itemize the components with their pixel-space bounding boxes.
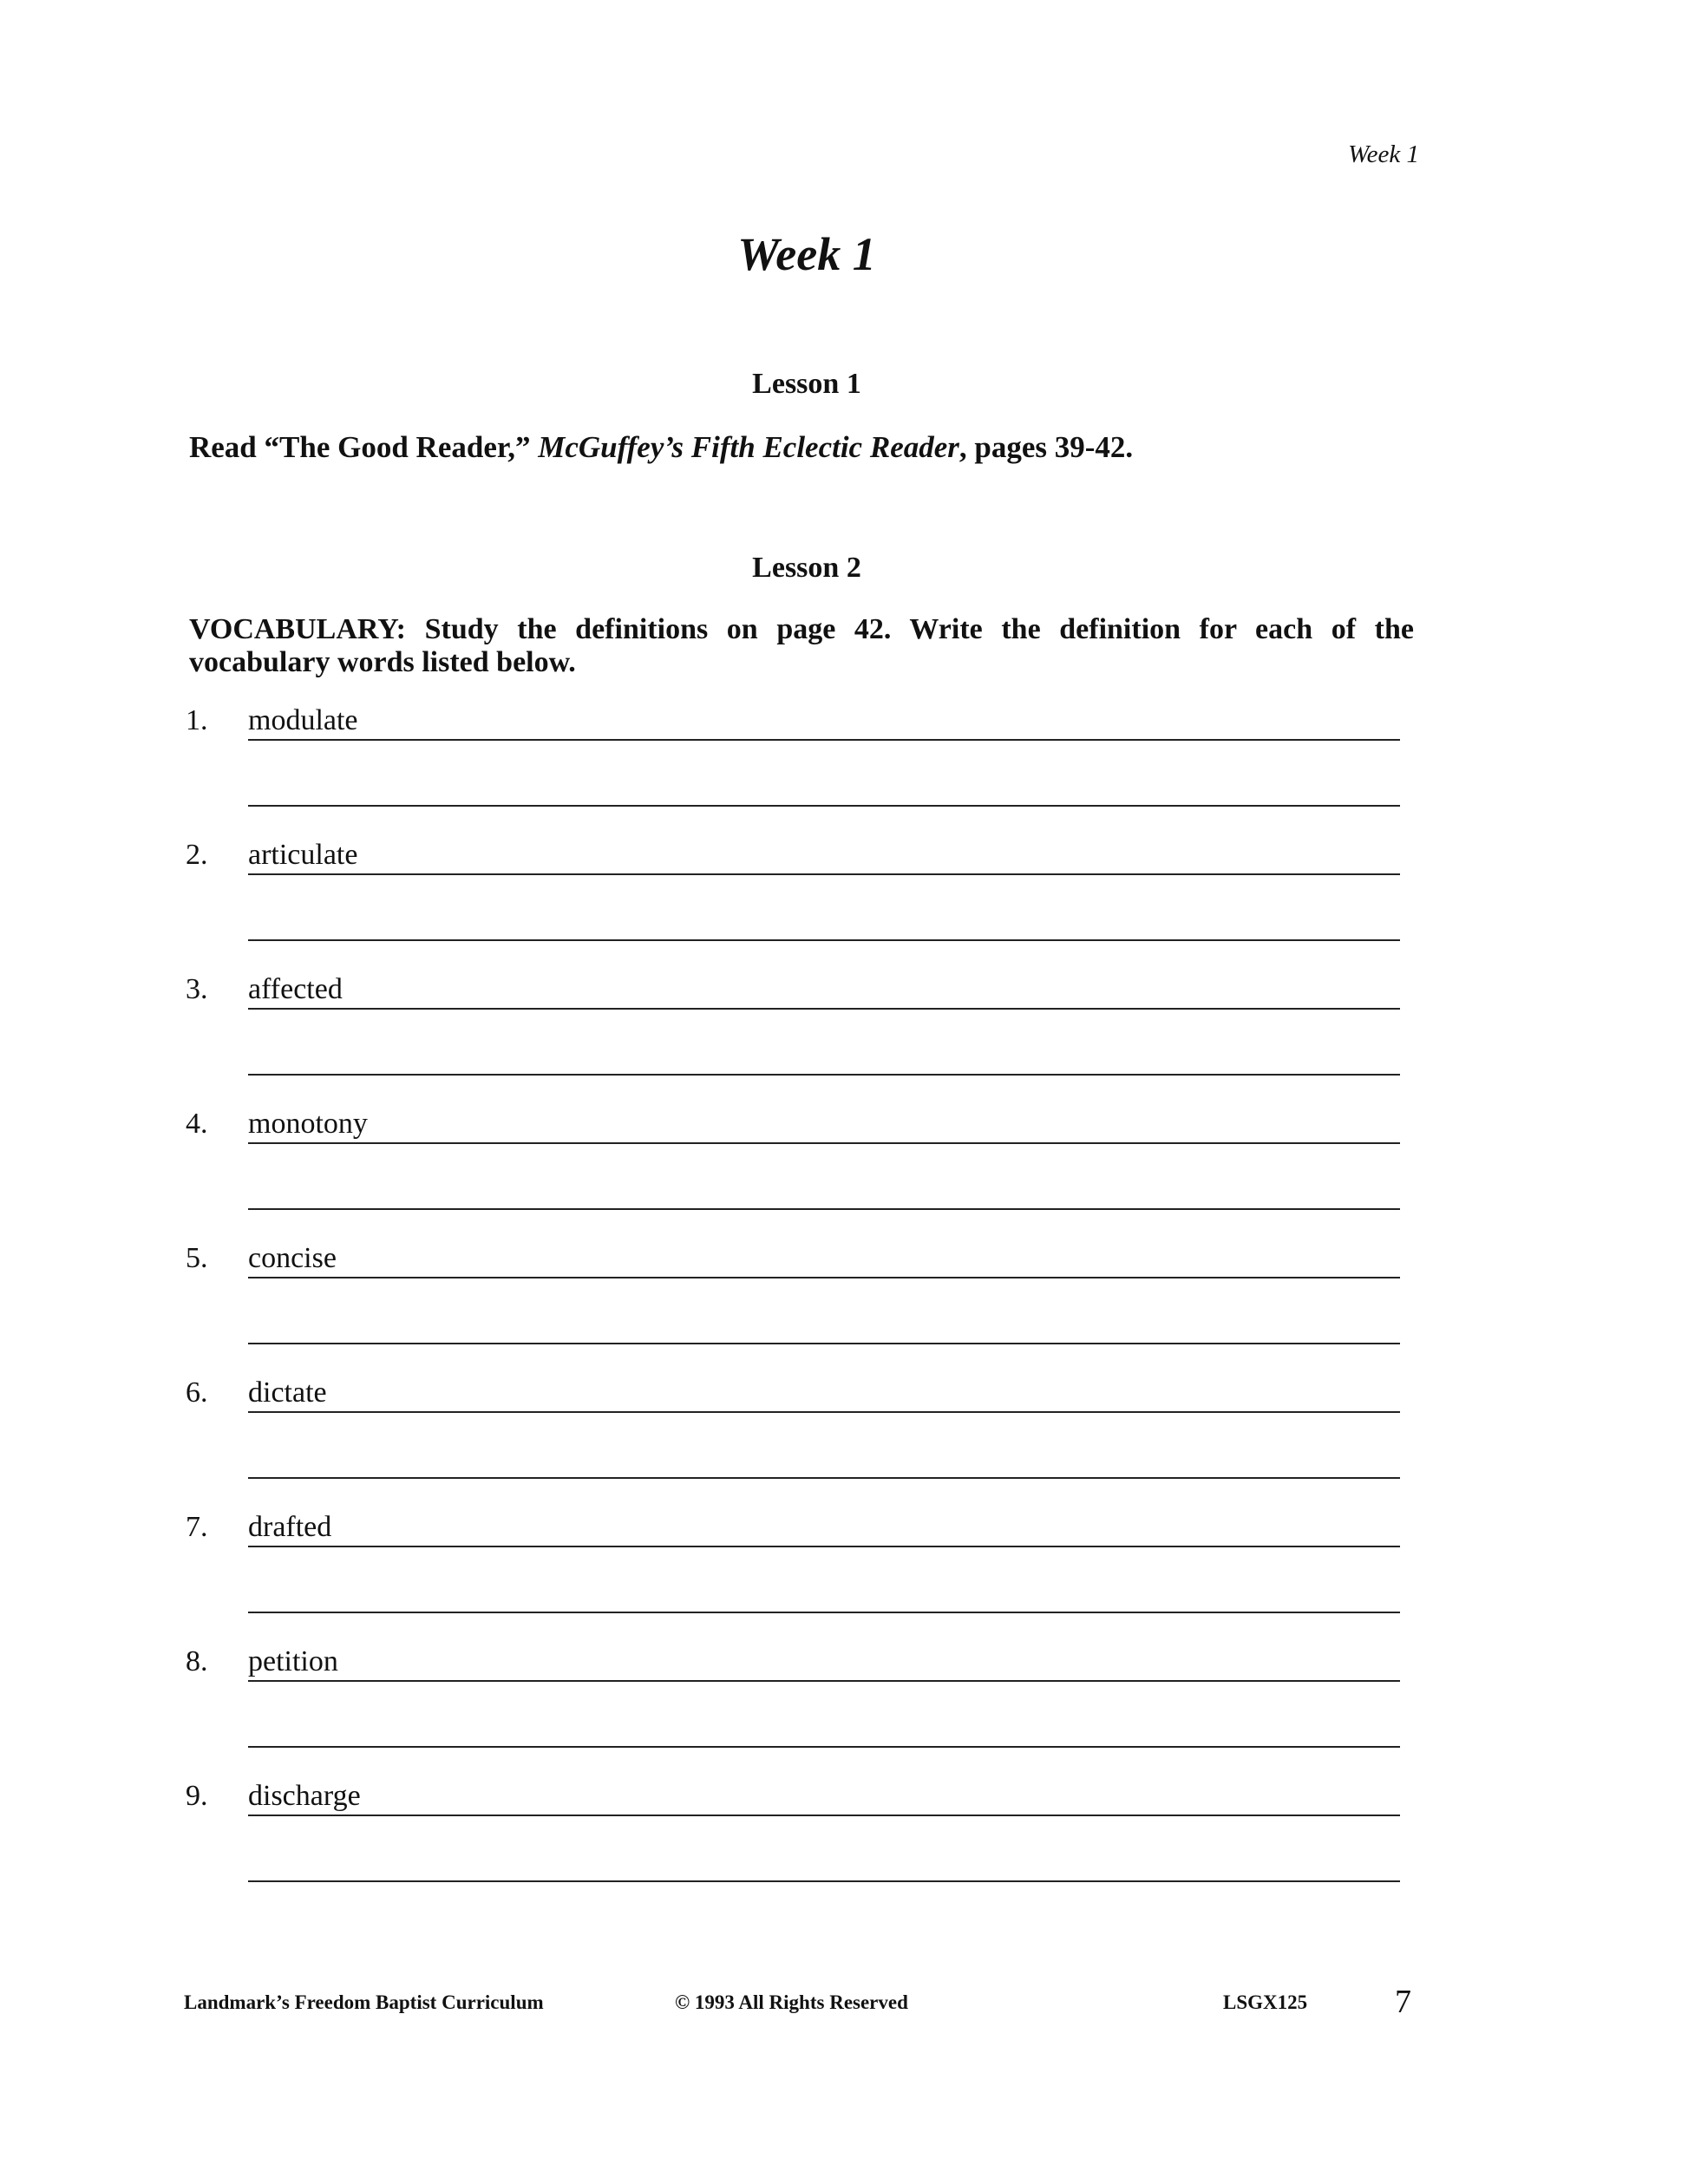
answer-line[interactable] xyxy=(248,1477,1400,1479)
item-number: 1. xyxy=(186,704,208,736)
item-number: 7. xyxy=(186,1511,208,1543)
answer-line[interactable] xyxy=(248,739,1400,741)
vocab-word: modulate xyxy=(248,704,365,737)
vocab-item xyxy=(186,1645,1400,1780)
item-number: 8. xyxy=(186,1645,208,1677)
vocab-item xyxy=(186,839,1400,973)
reading-suffix: , pages 39-42. xyxy=(958,430,1134,464)
answer-line[interactable] xyxy=(248,1008,1400,1010)
answer-line[interactable] xyxy=(248,1343,1400,1344)
answer-line[interactable] xyxy=(248,1074,1400,1076)
page-number: 7 xyxy=(1395,1984,1411,2020)
lesson-2-heading: Lesson 2 xyxy=(752,552,861,584)
vocab-word: petition xyxy=(248,1645,345,1678)
answer-line[interactable] xyxy=(248,1142,1400,1144)
reading-prefix: Read “The Good Reader,” xyxy=(189,430,539,464)
vocabulary-list xyxy=(186,704,1400,1914)
reading-book-title: McGuffey’s Fifth Eclectic Reader xyxy=(538,430,959,464)
instructions-line-2: vocabulary words listed below. xyxy=(189,646,576,678)
answer-line[interactable] xyxy=(248,1208,1400,1210)
vocab-word: articulate xyxy=(248,839,364,872)
vocab-word: affected xyxy=(248,973,350,1006)
answer-line[interactable] xyxy=(248,1546,1400,1547)
vocab-word: drafted xyxy=(248,1511,338,1544)
reading-assignment xyxy=(189,430,1133,465)
footer-copyright: © 1993 All Rights Reserved xyxy=(675,1991,908,2013)
answer-line[interactable] xyxy=(248,1880,1400,1882)
lesson-1-heading: Lesson 1 xyxy=(752,368,861,400)
answer-line[interactable] xyxy=(248,939,1400,941)
running-head: Week 1 xyxy=(1348,141,1419,168)
vocab-item xyxy=(186,973,1400,1108)
item-number: 2. xyxy=(186,839,208,871)
footer-curriculum: Landmark’s Freedom Baptist Curriculum xyxy=(184,1991,544,2013)
vocab-word: discharge xyxy=(248,1780,368,1813)
answer-line[interactable] xyxy=(248,1411,1400,1413)
vocab-item xyxy=(186,1780,1400,1914)
answer-line[interactable] xyxy=(248,1815,1400,1816)
vocab-word: monotony xyxy=(248,1108,375,1141)
vocab-word: dictate xyxy=(248,1376,334,1409)
answer-line[interactable] xyxy=(248,1277,1400,1278)
item-number: 9. xyxy=(186,1780,208,1812)
answer-line[interactable] xyxy=(248,805,1400,807)
answer-line[interactable] xyxy=(248,873,1400,875)
vocabulary-instructions xyxy=(189,613,1414,679)
item-number: 4. xyxy=(186,1108,208,1140)
vocab-word: concise xyxy=(248,1242,343,1275)
answer-line[interactable] xyxy=(248,1612,1400,1613)
answer-line[interactable] xyxy=(248,1680,1400,1682)
vocab-item xyxy=(186,1242,1400,1376)
item-number: 5. xyxy=(186,1242,208,1274)
item-number: 3. xyxy=(186,973,208,1005)
instructions-line-1: VOCABULARY: Study the definitions on page 42. Write the definition for each of the xyxy=(189,613,1414,645)
vocab-item xyxy=(186,704,1400,839)
answer-line[interactable] xyxy=(248,1746,1400,1748)
item-number: 6. xyxy=(186,1376,208,1409)
page-title: Week 1 xyxy=(737,228,876,280)
vocab-item xyxy=(186,1108,1400,1242)
footer-code: LSGX125 xyxy=(1223,1991,1308,2013)
vocab-item xyxy=(186,1511,1400,1645)
vocab-item xyxy=(186,1376,1400,1511)
